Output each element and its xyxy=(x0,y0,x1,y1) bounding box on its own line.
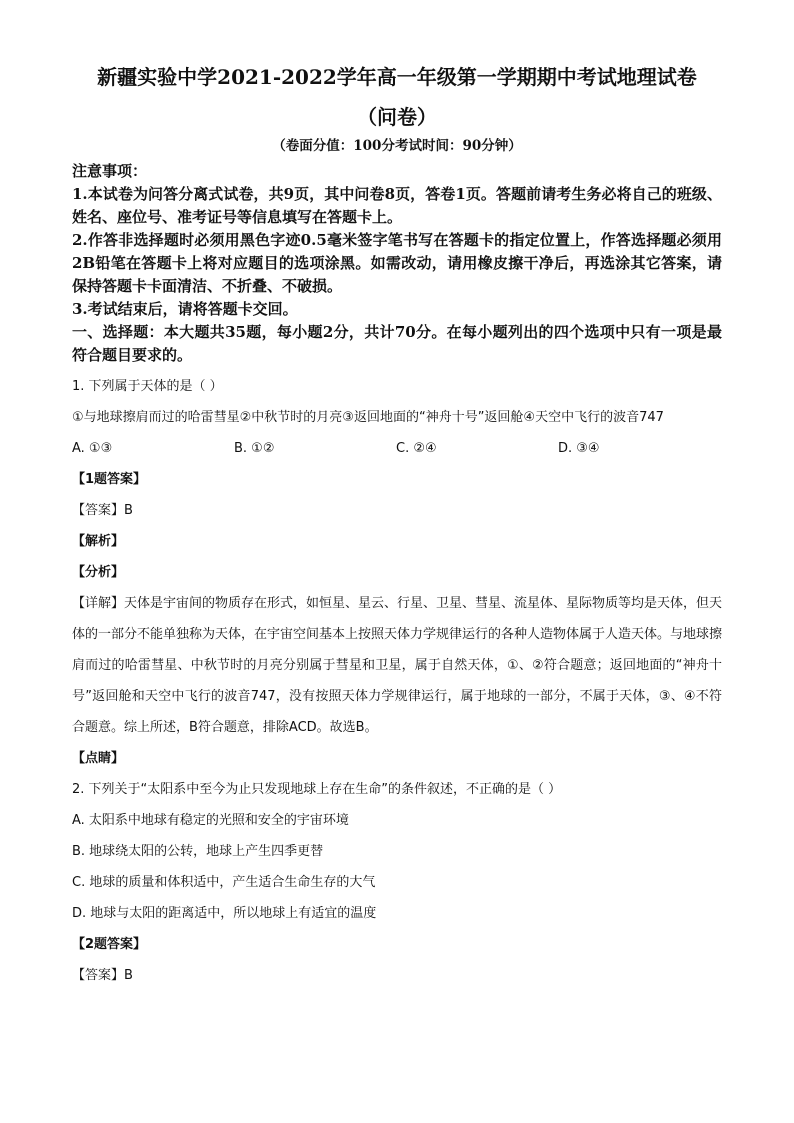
note-item: 2.作答非选择题时必须用黑色字迹0.5毫米签字笔书写在答题卡的指定位置上，作答选择题必须用2B铅笔在答题卡上将对应题目的选项涂黑。如需改动，请用橡皮擦干净后，再选涂其它答案，请保持答题卡卡面清洁、不折叠、不破损。 xyxy=(72,231,722,295)
exam-page xyxy=(72,62,722,991)
option-b: B. 地球绕太阳的公转，地球上产生四季更替 xyxy=(72,844,324,859)
question-2-stem: 2. 下列关于“太阳系中至今为止只发现地球上存在生命”的条件叙述，不正确的是（ ） xyxy=(72,782,562,797)
detail-text: 【详解】天体是宇宙间的物质存在形式，如恒星、星云、行星、卫星、彗星、流星体、星际物质等均是天体，但天体的一部分不能单独称为天体，在宇宙空间基本上按照天体力学规律运行的各种人造物体属于人造天体。与地球擦肩而过的哈雷彗星、中秋节时的月亮分别属于彗星和卫星，属于自然天体，①、②符合题意；返回地面的“神舟十号”返回舱和天空中飞行的波音747，没有按照天体力学规律运行，属于地球的一部分，不属于天体，③、④不符合题意。综上所述，B符合题意，排除ACD。故选B。 xyxy=(72,596,723,735)
exam-meta: （卷面分值：100分考试时间：90分钟） xyxy=(272,138,522,154)
notes-heading: 注意事项： xyxy=(72,162,148,180)
question-1-items: ①与地球擦肩而过的哈雷彗星②中秋节时的月亮③返回地面的“神舟十号”返回舱④天空中飞行的波音747 xyxy=(72,410,664,425)
section-heading: 一、选择题：本大题共35题，每小题2分，共计70分。在每小题列出的四个选项中只有一项是最符合题目要求的。 xyxy=(72,323,722,364)
option-c: C. 地球的质量和体积适中，产生适合生命生存的大气 xyxy=(72,875,376,890)
answer-tag: 【1题答案】 xyxy=(72,472,147,487)
option-b: B. ①② xyxy=(234,441,275,456)
note-item: 3.考试结束后，请将答题卡交回。 xyxy=(72,300,298,318)
option-c: C. ②④ xyxy=(396,441,437,456)
page-subtitle: （问卷） xyxy=(357,105,437,129)
option-d: D. ③④ xyxy=(558,441,600,456)
answer: 【答案】B xyxy=(72,503,133,518)
note-item: 1.本试卷为问答分离式试卷，共9页，其中问卷8页，答卷1页。答题前请考生务必将自己的班级、姓名、座位号、准考证号等信息填写在答题卡上。 xyxy=(72,185,722,226)
option-d: D. 地球与太阳的距离适中，所以地球上有适宜的温度 xyxy=(72,906,377,921)
answer: 【答案】B xyxy=(72,968,133,983)
fenxi-tag: 【分析】 xyxy=(72,565,125,580)
page-title: 新疆实验中学2021-2022学年高一年级第一学期期中考试地理试卷 xyxy=(97,65,697,89)
answer-tag: 【2题答案】 xyxy=(72,937,147,952)
question-1-options xyxy=(72,433,722,464)
question-1-stem: 1. 下列属于天体的是（ ） xyxy=(72,379,223,394)
option-a: A. 太阳系中地球有稳定的光照和安全的宇宙环境 xyxy=(72,813,349,828)
dianjing-tag: 【点睛】 xyxy=(72,751,125,766)
option-a: A. ①③ xyxy=(72,441,113,456)
analysis-tag: 【解析】 xyxy=(72,534,125,549)
